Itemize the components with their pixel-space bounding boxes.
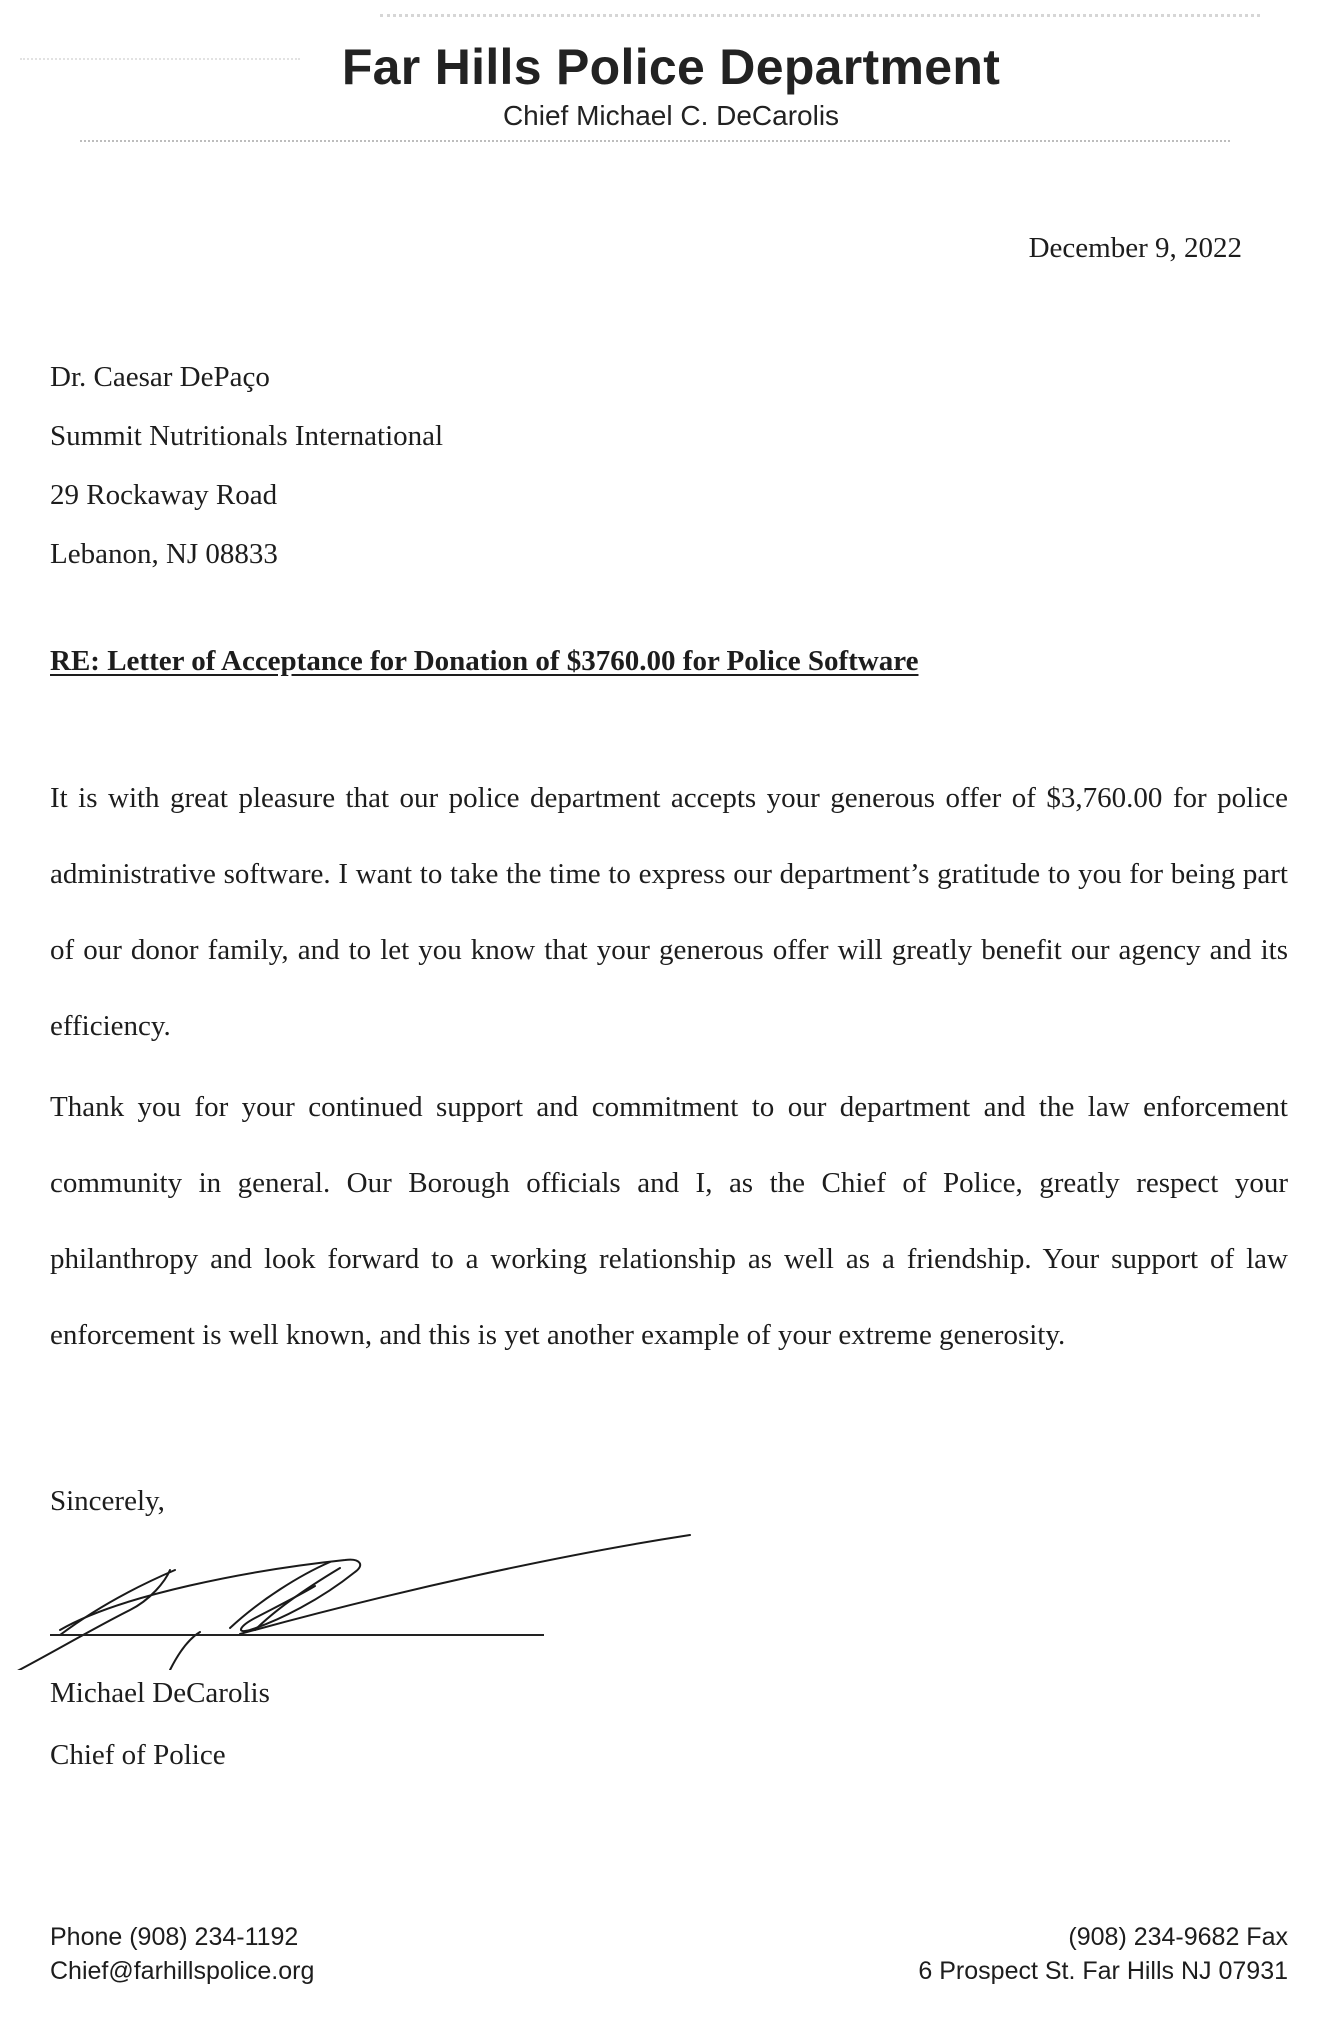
signer-name: Michael DeCarolis: [50, 1677, 270, 1709]
chief-name-header: Chief Michael C. DeCarolis: [502, 100, 840, 131]
handwritten-signature: [0, 1510, 700, 1670]
body-paragraph-1: It is with great pleasure that our police department accepts your generous offer of $3,760.00 for police administrative software. I want to take the time to express our department’s gratitude to you for being part of our donor family, and to let you know that your generous offer will greatly benefit our agency and its efficiency.: [50, 782, 1288, 1042]
signature-line: [50, 1634, 544, 1636]
footer-phone: Phone (908) 234-1192: [50, 1923, 299, 1951]
footer-right: [918, 1920, 1288, 1988]
recipient-address-block: [50, 348, 443, 584]
signer-block: [50, 1662, 270, 1786]
letterhead: [0, 0, 1342, 150]
letter-date: December 9, 2022: [1028, 232, 1242, 264]
body-paragraph-2: Thank you for your continued support and commitment to our department and the law enforcement community in general. Our Borough officials and I, as the Chief of Police, greatly respect your philanthropy and look forward to a working relationship as well as a friendship. Your support of law enforcement is well known, and this is yet another example of your extreme generosity.: [50, 1091, 1288, 1351]
footer-fax: (908) 234-9682 Fax: [1068, 1923, 1288, 1951]
footer-left: [50, 1920, 314, 1988]
subject-line: RE: Letter of Acceptance for Donation of $3760.00 for Police Software: [50, 645, 919, 677]
recipient-name: Dr. Caesar DePaço: [50, 361, 270, 393]
footer-email[interactable]: Chief@farhillspolice.org: [50, 1957, 315, 1985]
department-name: Far Hills Police Department: [341, 39, 1001, 95]
recipient-organization: Summit Nutritionals International: [50, 420, 444, 452]
letterhead-dotted-rule-top: [380, 14, 1260, 17]
letterhead-dotted-rule-bottom: [80, 140, 1230, 142]
recipient-street: 29 Rockaway Road: [50, 479, 278, 511]
recipient-city-state-zip: Lebanon, NJ 08833: [50, 538, 278, 570]
footer-address: 6 Prospect St. Far Hills NJ 07931: [918, 1957, 1288, 1985]
signer-title: Chief of Police: [50, 1739, 226, 1771]
closing: Sincerely,: [50, 1485, 165, 1517]
